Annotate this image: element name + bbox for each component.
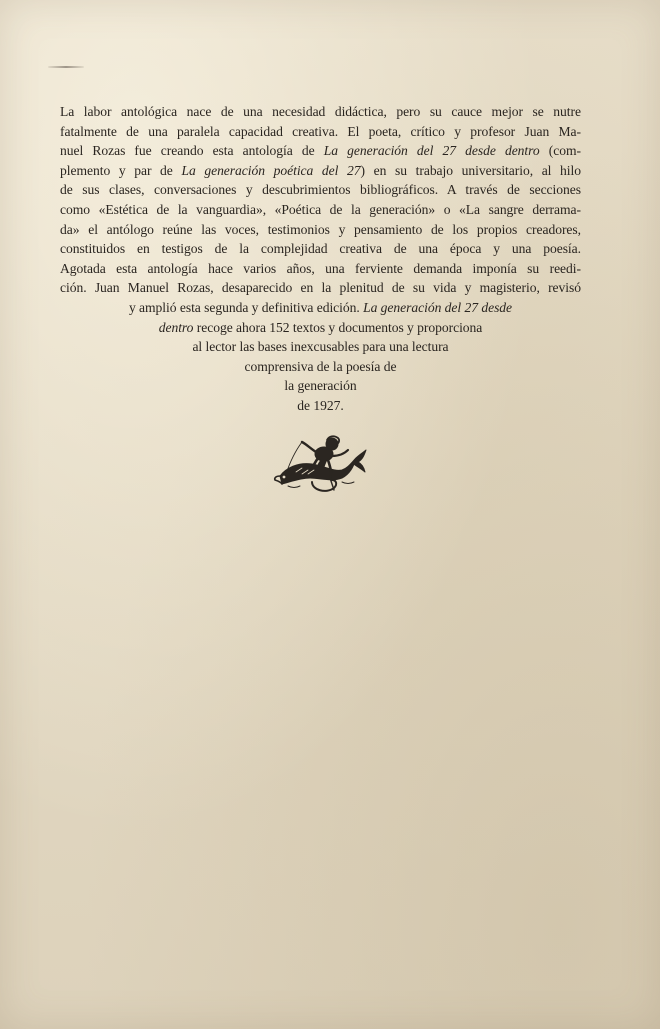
blurb-line: constituidos en testigos de la complejidad creativa de una época y una poesía.: [60, 241, 581, 257]
book-title-italic: La generación del 27 desde dentro: [323, 143, 540, 159]
blurb-line: y amplió esta segunda y definitiva edición. La generación del 27 desde: [128, 299, 513, 315]
blurb-line: ción. Juan Manuel Rozas, desaparecido en la plenitud de su vida y magisterio, revisó: [60, 280, 581, 296]
blurb-line: al lector las bases inexcusables para una lectura: [192, 339, 449, 355]
blurb-line: La labor antológica nace de una necesidad didáctica, pero su cauce mejor se nutre: [60, 104, 581, 119]
book-title-italic: La generación del 27 desde: [363, 299, 513, 315]
blurb-line: nuel Rozas fue creando esta antología de La generación del 27 desde dentro (com-: [60, 143, 581, 159]
blurb-line: dentro recoge ahora 152 textos y documentos y proporciona: [158, 319, 483, 335]
pencil-dash-mark: [48, 66, 84, 68]
book-title-italic: dentro: [158, 319, 194, 335]
blurb-line: como «Estética de la vanguardia», «Poética de la generación» o «La sangre derrama-: [60, 201, 581, 217]
book-title-italic: La generación poética del 27: [181, 162, 361, 178]
blurb-line: de sus clases, conversaciones y descubrimientos bibliográficos. A través de secciones: [60, 182, 581, 198]
blurb-line: Agotada esta antología hace varios años, una ferviente demanda imponía su reedi-: [60, 260, 581, 276]
blurb-line: plemento y par de La generación poética del 27) en su trabajo universitario, al hilo: [60, 162, 581, 178]
blurb-line: de 1927.: [297, 397, 344, 413]
blurb-line: da» el antólogo reúne las voces, testimonios y pensamiento de los propios creadores,: [60, 221, 581, 237]
blurb-line: comprensiva de la poesía de: [244, 358, 397, 374]
blurb-line: fatalmente de una paralela capacidad creativa. El poeta, crítico y profesor Juan Ma-: [60, 123, 581, 139]
blurb-line: la generación: [284, 378, 357, 394]
cover-blurb: [60, 102, 581, 416]
putto-on-dolphin-icon: [272, 432, 368, 496]
